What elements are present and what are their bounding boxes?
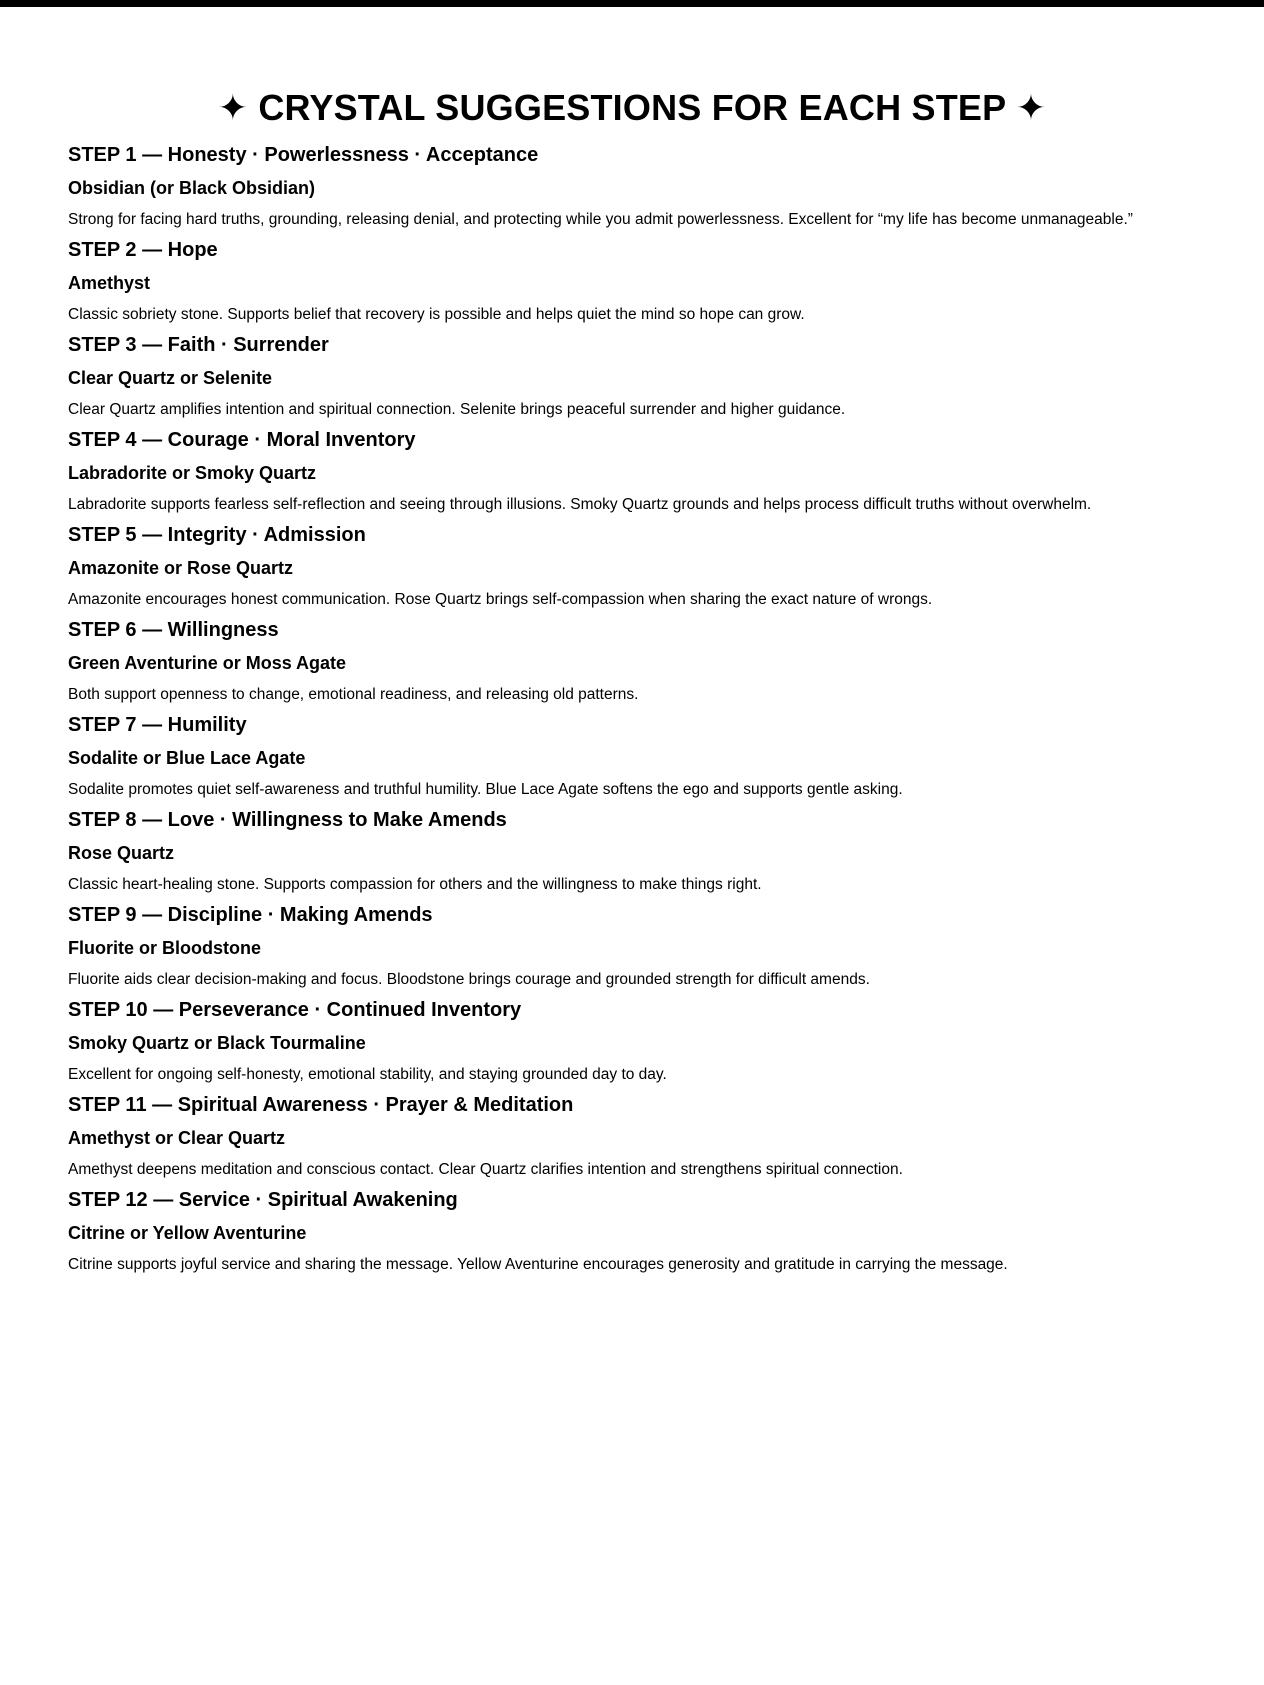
crystal-description: Sodalite promotes quiet self-awareness and truthful humility. Blue Lace Agate softens the ego and supports gentle asking. [68, 781, 903, 798]
page-title: ✦ CRYSTAL SUGGESTIONS FOR EACH STEP ✦ [217, 87, 1047, 128]
crystal-name: Rose Quartz [68, 843, 175, 863]
crystal-name: Amethyst or Clear Quartz [68, 1128, 286, 1148]
crystal-description: Excellent for ongoing self-honesty, emotional stability, and staying grounded day to day. [68, 1066, 667, 1083]
step-section-10 [68, 993, 1248, 1088]
step-heading: STEP 2 — Hope [68, 239, 218, 261]
crystal-name: Obsidian (or Black Obsidian) [68, 178, 316, 198]
step-section-5 [68, 518, 1248, 613]
step-section-7 [68, 708, 1248, 803]
crystal-name: Clear Quartz or Selenite [68, 368, 273, 388]
step-section-1 [68, 138, 1248, 233]
step-section-12 [68, 1183, 1248, 1278]
crystal-name: Green Aventurine or Moss Agate [68, 653, 347, 673]
step-heading: STEP 9 — Discipline · Making Amends [68, 904, 433, 926]
crystal-name: Labradorite or Smoky Quartz [68, 463, 317, 483]
crystal-description: Classic sobriety stone. Supports belief that recovery is possible and helps quiet the mind so hope can grow. [68, 306, 805, 323]
crystal-name: Sodalite or Blue Lace Agate [68, 748, 306, 768]
step-section-8 [68, 803, 1248, 898]
crystal-description: Labradorite supports fearless self-reflection and seeing through illusions. Smoky Quartz grounds and helps process difficult truths without overwhelm. [68, 496, 1092, 513]
top-border-bar [0, 0, 1264, 7]
crystal-description: Amazonite encourages honest communication. Rose Quartz brings self-compassion when sharing the exact nature of wrongs. [68, 591, 933, 608]
crystal-description: Citrine supports joyful service and sharing the message. Yellow Aventurine encourages generosity and gratitude in carrying the message. [68, 1256, 1008, 1273]
step-heading: STEP 4 — Courage · Moral Inventory [68, 429, 416, 451]
crystal-name: Fluorite or Bloodstone [68, 938, 261, 958]
crystal-description: Clear Quartz amplifies intention and spiritual connection. Selenite brings peaceful surrender and higher guidance. [68, 401, 846, 418]
step-section-6 [68, 613, 1248, 708]
step-heading: STEP 12 — Service · Spiritual Awakening [68, 1189, 458, 1211]
step-heading: STEP 5 — Integrity · Admission [68, 524, 366, 546]
step-heading: STEP 1 — Honesty · Powerlessness · Acceptance [68, 144, 539, 166]
step-section-4 [68, 423, 1248, 518]
step-heading: STEP 6 — Willingness [68, 619, 279, 641]
step-heading: STEP 8 — Love · Willingness to Make Amends [68, 809, 507, 831]
step-heading: STEP 3 — Faith · Surrender [68, 334, 329, 356]
crystal-name: Smoky Quartz or Black Tourmaline [68, 1033, 366, 1053]
step-section-3 [68, 328, 1248, 423]
crystal-name: Amethyst [68, 273, 151, 293]
crystal-name: Amazonite or Rose Quartz [68, 558, 294, 578]
step-section-11 [68, 1088, 1248, 1183]
crystal-description: Fluorite aids clear decision-making and focus. Bloodstone brings courage and grounded strength for difficult amends. [68, 971, 870, 988]
step-heading: STEP 11 — Spiritual Awareness · Prayer & Meditation [68, 1094, 574, 1116]
crystal-name: Citrine or Yellow Aventurine [68, 1223, 307, 1243]
step-heading: STEP 10 — Perseverance · Continued Inventory [68, 999, 522, 1021]
step-section-2 [68, 233, 1248, 328]
crystal-description: Classic heart-healing stone. Supports compassion for others and the willingness to make things right. [68, 876, 762, 893]
crystal-description: Both support openness to change, emotional readiness, and releasing old patterns. [68, 686, 639, 703]
step-heading: STEP 7 — Humility [68, 714, 247, 736]
steps-list [68, 138, 1248, 1278]
crystal-description: Strong for facing hard truths, grounding, releasing denial, and protecting while you admit powerlessness. Excellent for “my life has become unmanageable.” [68, 211, 1133, 228]
step-section-9 [68, 898, 1248, 993]
crystal-description: Amethyst deepens meditation and conscious contact. Clear Quartz clarifies intention and strengthens spiritual connection. [68, 1161, 903, 1178]
